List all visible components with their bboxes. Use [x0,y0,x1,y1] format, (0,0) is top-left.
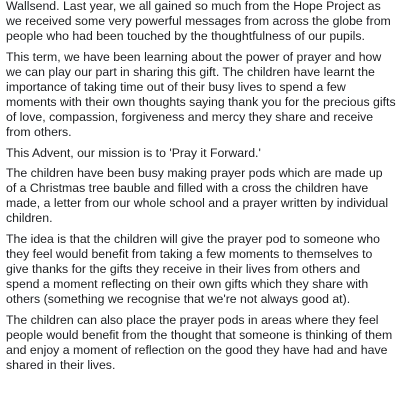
post-paragraph: The children can also place the prayer pods in areas where they feel people would benefit from the thought that someone is thinking of them and enjoy a moment of reflection on the good they have had and have shared in their lives. [6,312,393,373]
post-paragraph: Wallsend. Last year, we all gained so much from the Hope Project as we received some very powerful messages from across the globe from people who had been touched by the thoughtfulness of our pupils. [6,0,391,44]
post-paragraph: This term, we have been learning about the power of prayer and how we can play our part in sharing this gift. The children have learnt the importance of taking time out of their busy lives to spend a few moments with their own thoughts saying thank you for the precious gifts of love, compassion, forgiveness and mercy they share and receive from others. [6,49,396,140]
post-paragraph: This Advent, our mission is to 'Pray it Forward.' [6,145,261,160]
post-paragraph: The idea is that the children will give the prayer pod to someone who they feel would benefit from taking a few moments to themselves to give thanks for the gifts they receive in their lives from others and spend a moment reflecting on their own gifts which they share with others (something we recognise that we're not always good at). [6,231,380,307]
post-paragraph: The children have been busy making prayer pods which are made up of a Christmas tree bauble and filled with a cross the children have made, a letter from our whole school and a prayer written by individual children. [6,166,389,226]
